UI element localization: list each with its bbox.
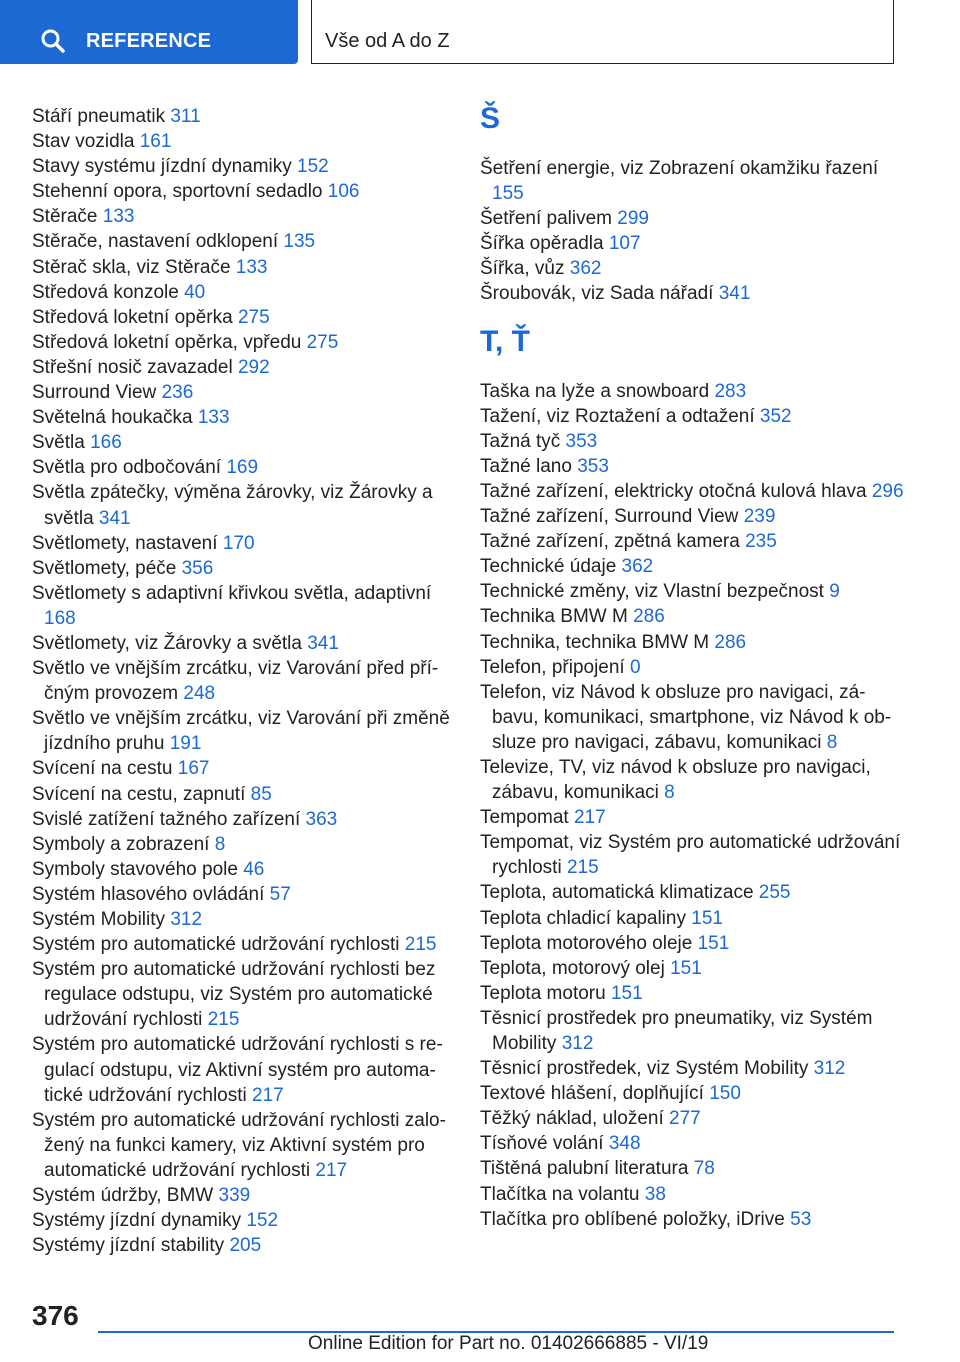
page-link[interactable]: 151 — [610, 982, 643, 1004]
section-tab[interactable] — [311, 0, 894, 64]
page-link[interactable]: 362 — [569, 258, 602, 280]
page-link[interactable]: 40 — [184, 281, 206, 303]
page-link[interactable]: 341 — [98, 507, 131, 529]
index-entry-text: Stěrače, nastavení odklopení — [32, 231, 284, 253]
index-entry-text: Tažná tyč — [480, 430, 566, 452]
index-entry — [480, 379, 905, 404]
index-entry-text: Světla — [32, 432, 91, 454]
index-entry-text: Šroubovák, viz Sada nářadí — [480, 283, 719, 305]
page-link[interactable]: 205 — [229, 1235, 262, 1257]
page-link[interactable]: 215 — [207, 1009, 240, 1031]
index-entry — [32, 631, 457, 656]
index-entry-text: Světlomety, viz Žárovky a světla — [32, 632, 308, 654]
index-entry — [480, 1207, 905, 1232]
page-link[interactable]: 286 — [633, 606, 665, 628]
page-link[interactable]: 356 — [181, 557, 214, 579]
index-entry — [480, 755, 905, 805]
page-link[interactable]: 235 — [745, 531, 777, 553]
index-entry — [480, 880, 905, 905]
page-link[interactable]: 78 — [693, 1158, 715, 1180]
index-entry-text: Těsnicí prostředek, viz Systém Mobility — [480, 1058, 814, 1080]
page-link[interactable]: 8 — [826, 731, 838, 753]
index-entry-text: Tažné zařízení, zpětná kamera — [480, 531, 746, 553]
page-link[interactable]: 217 — [315, 1159, 348, 1181]
index-entry — [32, 1032, 457, 1107]
index-entry — [480, 529, 905, 554]
index-entry-text: Tažné zařízení, elektricky otočná kulová hlava — [480, 480, 872, 502]
page-link[interactable]: 133 — [235, 256, 268, 278]
section-label: Vše od A do Z — [325, 30, 450, 52]
page-link[interactable]: 9 — [829, 581, 840, 603]
index-entry — [32, 531, 457, 556]
page-link[interactable]: 135 — [283, 231, 316, 253]
index-entry — [480, 1131, 905, 1156]
index-entry — [32, 430, 457, 455]
section-letter: Š — [480, 102, 501, 135]
index-entry — [480, 805, 905, 830]
index-entry-text: Svícení na cestu, zapnutí — [32, 783, 251, 805]
page-link[interactable]: 168 — [44, 607, 76, 629]
index-entry — [32, 882, 457, 907]
index-entry — [32, 656, 457, 706]
page-link[interactable]: 353 — [565, 430, 598, 452]
index-entry-text: Světlomety s adaptivní křivkou světla, adaptivní — [32, 582, 432, 604]
index-entry — [480, 906, 905, 931]
index-entry — [480, 981, 905, 1006]
index-entry-text: Středová konzole — [32, 281, 185, 303]
index-entry — [32, 204, 457, 229]
index-entry-text: Světla zpátečky, výměna žárovky, viz Žárovky a světla — [32, 482, 433, 529]
page-link[interactable]: 275 — [306, 331, 339, 353]
index-entry-text: Středová loketní opěrka — [32, 306, 238, 328]
index-entry-text: Stav vozidla — [32, 131, 140, 153]
index-entry-text: Tlačítka na volantu — [480, 1183, 645, 1205]
index-entry-text: Tempomat — [480, 807, 574, 829]
index-entry-text: Systém Mobility — [32, 909, 171, 930]
index-entry — [480, 604, 905, 629]
index-entry — [32, 380, 457, 405]
footer-edition-text: Online Edition for Part no. 01402666885 - VI/19 — [308, 1333, 709, 1354]
index-entry-text: Tažení, viz Roztažení a odtažení — [480, 405, 760, 427]
page-link[interactable]: 133 — [197, 407, 230, 429]
index-entry — [32, 280, 457, 305]
index-entry-text: Televize, TV, viz návod k obsluze pro navigaci, zábavu, komunikaci — [480, 756, 871, 804]
page-link[interactable]: 362 — [621, 556, 654, 578]
index-entry-text: Taška na lyže a snowboard — [480, 380, 715, 402]
index-column-right — [480, 104, 905, 1232]
page-link[interactable]: 152 — [297, 156, 329, 178]
index-entry-text: Tlačítka pro oblíbené položky, iDrive — [480, 1208, 791, 1230]
index-entry — [32, 405, 457, 430]
index-entry — [32, 581, 457, 631]
page-link[interactable]: 151 — [697, 932, 730, 954]
page-link[interactable]: 151 — [691, 907, 723, 929]
index-entry-text: Světelná houkačka — [32, 407, 198, 429]
page-number: 376 — [32, 1300, 79, 1331]
index-entry-text: Teplota motorového oleje — [480, 932, 698, 954]
page-link[interactable]: 57 — [269, 883, 291, 905]
page-link[interactable]: 8 — [214, 833, 226, 855]
index-entry — [480, 1182, 905, 1207]
page-link[interactable]: 8 — [664, 782, 675, 804]
index-entry-text: Systém údržby, BMW — [32, 1185, 219, 1207]
index-entry — [32, 355, 457, 380]
page-link[interactable]: 106 — [327, 181, 360, 203]
page-link[interactable]: 312 — [813, 1058, 846, 1080]
index-entry-text: Systém pro automatické udržování rychlosti s regulací odstupu, viz Aktivní systém pro automatické udržování rychlosti — [32, 1034, 443, 1106]
index-entry-text: Systém pro automatické udržování rychlosti — [32, 934, 405, 956]
index-entry — [480, 231, 905, 256]
page-link[interactable]: 277 — [669, 1108, 701, 1130]
index-entry-text: Telefon, připojení — [480, 656, 630, 678]
index-entry — [480, 504, 905, 529]
index-entry-text: Tísňové volání — [480, 1133, 609, 1155]
page-link[interactable]: 150 — [709, 1083, 741, 1105]
page-link[interactable]: 38 — [644, 1183, 666, 1205]
index-entry-text: Teplota motoru — [480, 982, 611, 1004]
index-entry — [32, 330, 457, 355]
index-entry — [32, 480, 457, 530]
index-entry — [480, 1156, 905, 1181]
page-link[interactable]: 311 — [170, 106, 201, 127]
index-entry — [32, 832, 457, 857]
index-entry-text: Šířka opěradla — [480, 233, 609, 255]
page-link[interactable]: 191 — [169, 733, 202, 755]
index-entry — [32, 179, 457, 204]
index-entry-text: Stěrače — [32, 206, 103, 228]
index-entry-text: Symboly a zobrazení — [32, 833, 215, 855]
page-link[interactable]: 292 — [237, 356, 270, 378]
index-entry-text: Technické údaje — [480, 556, 622, 578]
page-link[interactable]: 133 — [102, 206, 135, 228]
index-entry — [480, 156, 905, 206]
index-entry — [480, 1106, 905, 1131]
page-link[interactable]: 170 — [222, 532, 255, 554]
index-entry — [480, 429, 905, 454]
index-entry — [32, 229, 457, 254]
index-entry-text: Světla pro odbočování — [32, 457, 227, 479]
index-entry-text: Teplota, motorový olej — [480, 957, 671, 979]
index-entry-text: Středová loketní opěrka, vpředu — [32, 331, 307, 353]
index-entry — [480, 454, 905, 479]
page-link[interactable]: 286 — [714, 631, 747, 653]
index-entry-text: Tempomat, viz Systém pro automatické udržování rychlosti — [480, 832, 901, 879]
page-link[interactable]: 248 — [183, 683, 216, 705]
index-entry — [32, 1233, 457, 1258]
index-entry-text: Světlomety, nastavení — [32, 532, 223, 554]
page-link[interactable]: 239 — [743, 506, 776, 528]
index-entry — [32, 455, 457, 480]
index-entry — [32, 807, 457, 832]
page-link[interactable]: 107 — [608, 233, 641, 255]
index-entry-text: Systém pro automatické udržování rychlosti bez regulace odstupu, viz Systém pro automatické udržování rychlosti — [32, 959, 436, 1031]
index-entry — [32, 857, 457, 882]
index-entry-text: Stehenní opora, sportovní sedadlo — [32, 181, 328, 203]
page-link[interactable]: 217 — [252, 1084, 284, 1106]
index-entry — [32, 706, 457, 756]
page-link[interactable]: 166 — [90, 432, 122, 454]
index-entry-text: Tažné lano — [480, 455, 578, 477]
index-entry — [480, 579, 905, 604]
page-link[interactable]: 312 — [561, 1033, 594, 1054]
index-entry — [32, 907, 457, 932]
index-entry — [32, 129, 457, 154]
page-link[interactable]: 169 — [226, 457, 259, 479]
index-entry — [480, 655, 905, 680]
index-entry-text: Šetření energie, viz Zobrazení okamžiku řazení — [480, 158, 879, 179]
index-entry-text: Tištěná palubní literatura — [480, 1158, 694, 1180]
page-link[interactable]: 341 — [718, 283, 751, 305]
index-entry — [480, 256, 905, 281]
page-link[interactable]: 348 — [608, 1133, 641, 1155]
page-link[interactable]: 236 — [161, 382, 194, 404]
index-entry — [480, 479, 905, 504]
index-entry — [480, 404, 905, 429]
index-entry-text: Surround View — [32, 382, 162, 404]
index-entry-text: Technika, technika BMW M — [480, 631, 715, 653]
index-entry-text: Systémy jízdní stability — [32, 1235, 230, 1257]
index-entry-text: Svícení na cestu — [32, 758, 178, 780]
section-letter: T, Ť — [480, 324, 530, 358]
page-link[interactable]: 215 — [566, 857, 599, 879]
index-entry-text: Svislé zatížení tažného zařízení — [32, 808, 306, 830]
index-entry-text: Stáří pneumatik — [32, 106, 171, 127]
index-entry — [32, 1108, 457, 1183]
index-entry-text: Šetření palivem — [480, 208, 618, 230]
index-entry — [32, 1208, 457, 1233]
index-entry-text: Stavy systému jízdní dynamiky — [32, 156, 298, 178]
index-entry-text: Systém hlasového ovládání — [32, 883, 270, 905]
page-link[interactable]: 151 — [670, 957, 702, 979]
page-link[interactable]: 341 — [307, 632, 339, 654]
search-icon — [40, 28, 66, 54]
index-entry-text: Systémy jízdní dynamiky — [32, 1210, 247, 1232]
page-link[interactable]: 167 — [177, 758, 210, 780]
page-link[interactable]: 0 — [630, 656, 641, 678]
page-link[interactable]: 215 — [404, 934, 437, 956]
index-entry — [480, 206, 905, 231]
index-entry — [480, 680, 905, 755]
index-entry — [480, 1006, 905, 1056]
reference-label: REFERENCE — [86, 30, 212, 52]
index-entry-text: Textové hlášení, doplňující — [480, 1083, 710, 1105]
index-entry-text: Těžký náklad, uložení — [480, 1108, 670, 1130]
index-entry — [32, 1183, 457, 1208]
page-link[interactable]: 339 — [218, 1185, 251, 1207]
index-entry-text: Světlo ve vnějším zrcátku, viz Varování před příčným provozem — [32, 658, 439, 705]
page-link[interactable]: 352 — [759, 405, 792, 427]
index-entry-text: Teplota chladicí kapaliny — [480, 907, 692, 929]
page-link[interactable]: 312 — [170, 909, 203, 930]
index-entry-text: Světlo ve vnějším zrcátku, viz Varování při změně jízdního pruhu — [32, 708, 450, 755]
index-entry — [480, 1081, 905, 1106]
index-entry-text: Těsnicí prostředek pro pneumatiky, viz Systém Mobility — [480, 1007, 873, 1054]
index-entry — [32, 957, 457, 1032]
index-entry-text: Teplota, automatická klimatizace — [480, 882, 759, 904]
index-entry-text: Technika BMW M — [480, 606, 634, 628]
index-entry — [480, 931, 905, 956]
index-entry — [480, 1056, 905, 1081]
index-entry-text: Světlomety, péče — [32, 557, 182, 579]
index-entry-text: Šířka, vůz — [480, 258, 570, 280]
index-entry-text: Telefon, viz Návod k obsluze pro navigaci, zábavu, komunikaci, smartphone, viz Návod k obsluze pro navigaci, zábavu, komunikaci — [480, 681, 892, 753]
page-link[interactable]: 363 — [305, 808, 338, 830]
page-link[interactable]: 155 — [492, 183, 524, 205]
index-entry — [32, 305, 457, 330]
page-link[interactable]: 296 — [871, 480, 904, 502]
index-entry — [480, 956, 905, 981]
page-link[interactable]: 255 — [758, 882, 791, 904]
index-column-left — [32, 104, 457, 1258]
page-link[interactable]: 152 — [246, 1210, 279, 1232]
page-link[interactable]: 275 — [237, 306, 270, 328]
page-link[interactable]: 353 — [577, 455, 609, 477]
reference-tab[interactable] — [0, 0, 298, 64]
index-entry-text: Technické změny, viz Vlastní bezpečnost — [480, 581, 830, 603]
index-entry — [32, 932, 457, 957]
index-entry — [480, 830, 905, 880]
page-link[interactable]: 46 — [243, 858, 265, 880]
index-entry — [480, 554, 905, 579]
page-link[interactable]: 85 — [250, 783, 272, 805]
page-link[interactable]: 217 — [573, 807, 606, 829]
index-entry — [32, 154, 457, 179]
page-link[interactable]: 299 — [617, 208, 649, 230]
index-entry-text: Stěrač skla, viz Stěrače — [32, 256, 236, 278]
index-entry — [32, 782, 457, 807]
index-entry — [480, 281, 905, 306]
page-link[interactable]: 161 — [139, 131, 172, 153]
page-link[interactable]: 283 — [714, 380, 747, 402]
index-entry — [480, 630, 905, 655]
index-entry — [32, 556, 457, 581]
index-entry — [32, 255, 457, 280]
index-entry-text: Střešní nosič zavazadel — [32, 356, 238, 378]
index-entry — [32, 104, 457, 129]
index-entry-text: Tažné zařízení, Surround View — [480, 506, 744, 528]
index-entry — [32, 756, 457, 781]
index-entry-text: Systém pro automatické udržování rychlosti založený na funkci kamery, viz Aktivní systém pro automatické udržování rychlosti — [32, 1109, 446, 1181]
page-link[interactable]: 53 — [790, 1208, 812, 1230]
index-entry-text: Symboly stavového pole — [32, 858, 244, 880]
